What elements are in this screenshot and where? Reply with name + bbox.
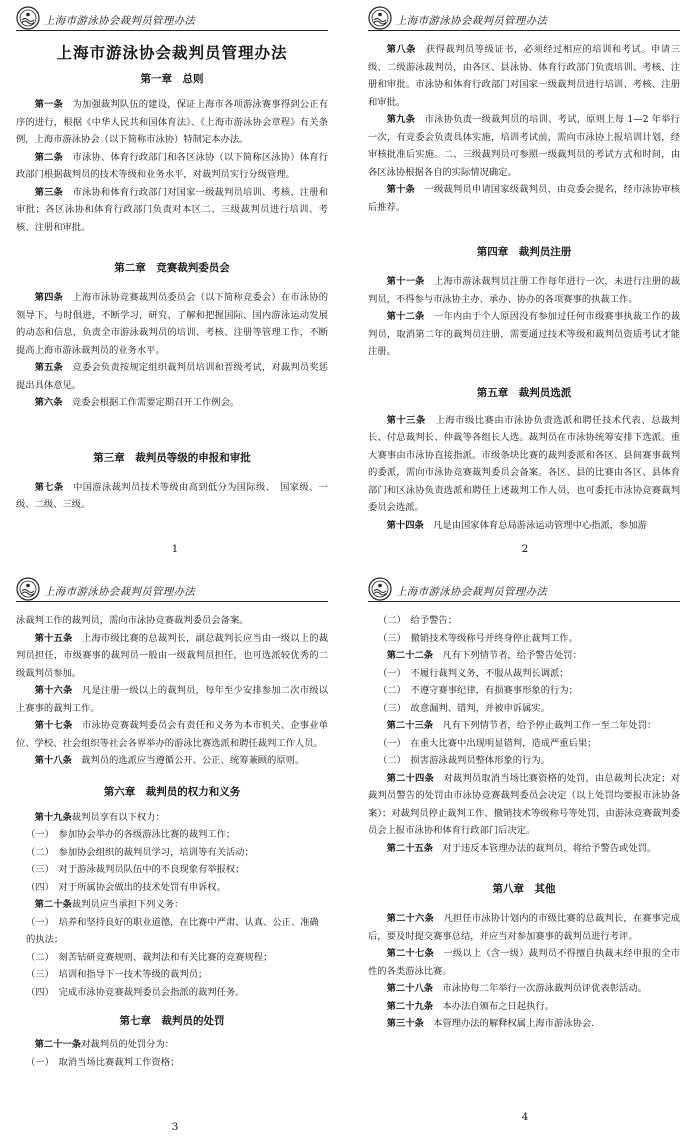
article: 第二十一条对裁判员的处罚分为： [34, 1039, 175, 1050]
page-header [16, 575, 328, 602]
page-1 [0, 0, 350, 571]
list-item: （一） 参加协会举办的各级游泳比赛的裁判工作； [26, 829, 236, 840]
article: 第二十三条 凡有下列情节者，给予停止裁判工作一至二年处罚： [386, 720, 657, 731]
list-item: （二） 不遵守赛事纪律，有损赛事形象的行为； [378, 685, 578, 696]
chapter-heading: 第六章 裁判员的权力和义务 [103, 785, 241, 798]
list-item: （四） 对于所属协会做出的技术处罚有申诉权。 [26, 881, 226, 893]
chapter-heading: 第一章 总则 [140, 73, 204, 85]
list-item: （三） 故意漏判、错判，并被申诉属实。 [378, 702, 550, 714]
document-title: 上海市游泳协会裁判员管理办法 [56, 43, 288, 62]
list-item: （一） 培养和坚持良好的职业道德，在比赛中严肃、认真、公正、准确的执法； [26, 916, 319, 945]
page-header [368, 575, 680, 602]
article: 第二十二条 凡有下列情节者，给予警告处罚： [386, 650, 582, 661]
article: 第十四条 凡是由国家体育总局游泳运动管理中心指派，参加游 [386, 519, 647, 531]
chapter-heading: 第五章 裁判员选派 [476, 386, 572, 399]
page-header [368, 4, 680, 31]
article: 第十五条 上海市级比赛的总裁判长，副总裁判长应当由一级以上的裁判员担任，市级赛事的裁判员一般由一级裁判员担任，也可选派较优秀的二级裁判员参加。 [16, 632, 328, 679]
page-header [16, 4, 328, 31]
list-item: （一） 取消当场比赛裁判工作资格； [26, 1056, 180, 1068]
chapter-heading: 第八章 其他 [492, 883, 556, 895]
association-logo-icon [368, 6, 392, 30]
list-item: （一） 在重大比赛中出现明显错判，造成严重后果； [378, 737, 597, 749]
article: 第二条 市泳协、体育行政部门和各区泳协（以下简称区泳协）体育行政部门根据裁判员的技术等级和业务水平，对裁判员实行分级管理。 [16, 151, 328, 180]
article: 第二十七条 一级以上（含一级）裁判员不得擅自执裁未经申报的全市性的各类游泳比赛。 [368, 948, 680, 977]
chapter-heading: 第七章 裁判员的处罚 [119, 1015, 225, 1027]
article: 第九条 市泳协负责一级裁判员的培训、考试，原则上每 1—2 年举行一次，有竞委会负责具体实施，培训考试前，需向市泳协上报培训计划，经审核批准后实施。二、三级裁判员可参照一级裁判员的考试方式和时间，由各区泳协根据各自的实际情况确定。 [368, 114, 680, 178]
article: 第五条 竞委会负责按规定组织裁判员培训和晋级考试，对裁判员奖惩提出具体意见。 [16, 362, 328, 391]
header-title: 上海市游泳协会裁判员管理办法 [396, 15, 548, 27]
page-2 [350, 0, 700, 571]
article: 第二十条裁判员应当承担下列义务： [34, 899, 184, 910]
page-number: 3 [171, 1121, 179, 1133]
page-3 [0, 571, 350, 1142]
article: 第二十八条 市泳协每二年举行一次游泳裁判员评优表彰活动。 [386, 983, 647, 994]
page-number: 4 [521, 1111, 529, 1123]
list-item: （一） 不履行裁判义务，不服从裁判长调派； [378, 667, 569, 679]
article: 第十九条裁判员享有以下权力： [34, 811, 165, 823]
article: 第七条 中国游泳裁判员技术等级由高到低分为国际级、 国家级、一级、二级、三级。 [16, 481, 328, 510]
list-item: （二） 损害游泳裁判员整体形象的行为。 [378, 755, 550, 766]
chapter-heading: 第四章 裁判员注册 [476, 246, 572, 258]
header-title: 上海市游泳协会裁判员管理办法 [44, 586, 196, 598]
chapter-heading: 第三章 裁判员等级的申报和审批 [93, 451, 251, 464]
article: 第三条 市泳协和体育行政部门对国家一级裁判员培训、考核、注册和审批；各区泳协和体育行政部门负责对本区二、三级裁判员进行培训、考核、注册和审批。 [16, 186, 328, 233]
list-item: （三） 对于游泳裁判员队伍中的不良现象有举报权； [26, 864, 245, 875]
article: 第二十四条 对裁判员取消当场比赛资格的处罚，由总裁判长决定；对裁判员警告的处罚由市泳协竞赛裁判委员会决定（以上处罚均要报市泳协备案）；对裁判员停止裁判工作、撤销技术等级称号等处罚，由游泳竞赛裁判委员会上报市泳协和体育行政部门后决定。 [368, 772, 680, 836]
header-title: 上海市游泳协会裁判员管理办法 [396, 586, 548, 598]
article: 第十二条 一年内由于个人原因没有参加过任何市级赛事执裁工作的裁判员，取消第二年的裁判员注册，需要通过技术等级和裁判员资质考试才能注册。 [368, 311, 680, 357]
list-item: （二） 刻苦钻研竞赛规则、裁判法和有关比赛的竞赛规程； [26, 951, 273, 963]
list-item: （四） 完成市泳协竞赛裁判委员会指派的裁判任务。 [26, 986, 245, 998]
chapter-heading: 第二章 竞赛裁判委员会 [114, 262, 230, 274]
list-item: （三） 撤销技术等级称号并终身停止裁判工作。 [378, 632, 578, 644]
association-logo-icon [16, 6, 40, 30]
article: 第十七条 市泳协竞赛裁判委员会有责任和义务为本市机关、企事业单位、学校、社会组织等社会各界举办的游泳比赛选派和聘任裁判工作人员。 [16, 720, 328, 749]
page-4 [350, 571, 700, 1142]
page-number: 2 [521, 543, 529, 555]
article-continuation: 泳裁判工作的裁判员，需向市泳协竞赛裁判委员会备案。 [16, 615, 249, 626]
article: 第二十五条 对于违反本管理办法的裁判员，将给予警告或处罚。 [386, 842, 657, 854]
page-number: 1 [171, 543, 179, 555]
article: 第十三条 上海市级比赛由市泳协负责选派和聘任技术代表、总裁判长、付总裁判长、仲裁等各组长人选。裁判员在市泳协统筹安排下选派。重大赛事由市泳协直接指派。市级条块比赛的裁判委派和各区、县间赛事裁判的委派，需向市泳协竞赛裁判委员会备案。各区、县的比赛由各区、县体育部门和区泳协负责选派和聘任上述裁判工作人员，也可委托市泳协竞赛裁判委员会选派。 [368, 414, 680, 513]
association-logo-icon [16, 577, 40, 601]
article: 第十六条 凡是注册一级以上的裁判员，每年至少安排参加二次市级以上赛事的裁判工作。 [16, 685, 328, 714]
list-item: （二） 给予警告； [378, 615, 458, 626]
article: 第十条 一级裁判员申请国家级裁判员，由竞委会提名，经市泳协审核后推荐。 [368, 184, 680, 213]
article: 第十八条 裁判员的选派应当遵循公开、公正、统筹兼顾的原则。 [34, 755, 305, 766]
article: 第八条 获得裁判员等级证书，必须经过相应的培训和考试。申请三级、二级游泳裁判员，由各区、县泳协、体育行政部门负责培训、考核、注册和审批。市泳协和体育行政部门对国家一级裁判员进行培训、考核、注册和审批。 [368, 44, 680, 108]
article: 第一条 为加强裁判队伍的建设，保证上海市各项游泳赛事得到公正有序的进行，根据《中华人民共和国体育法》、《上海市游泳协会章程》有关条例，上海市游泳协会（以下简称市泳协）特制定本办法。 [16, 99, 328, 145]
article: 第二十六条 凡担任市泳协计划内的市级比赛的总裁判长，在赛事完成后，要及时提交赛事总结，并应当对参加赛事的裁判员进行考评。 [368, 913, 680, 942]
article: 第十一条 上海市游泳裁判员注册工作每年进行一次，未进行注册的裁判员，不得参与市泳协主办、承办、协办的各项赛事的执裁工作。 [368, 276, 680, 305]
article: 第六条 竞委会根据工作需要定期召开工作例会。 [34, 397, 240, 408]
list-item: （二） 参加协会组织的裁判员学习，培训等有关活动； [26, 846, 254, 858]
article: 第三十条 本管理办法的解释权属上海市游泳协会. [386, 1018, 595, 1029]
article: 第四条 上海市泳协竞赛裁判员委员会（以下简称竞委会）在市泳协的领导下，与时俱进，不断学习，研究、了解和把握国际、国内游泳运动发展的动态和信息，负责全市游泳裁判员的培训、考核、注册等管理工作，不断提高上海市游泳裁判员的业务水平。 [16, 292, 328, 356]
list-item: （三） 培训和指导下一技术等级的裁判员； [26, 969, 208, 980]
association-logo-icon [368, 577, 392, 601]
article: 第二十九条 本办法自颁布之日起执行。 [386, 1000, 554, 1012]
header-title: 上海市游泳协会裁判员管理办法 [44, 15, 196, 27]
